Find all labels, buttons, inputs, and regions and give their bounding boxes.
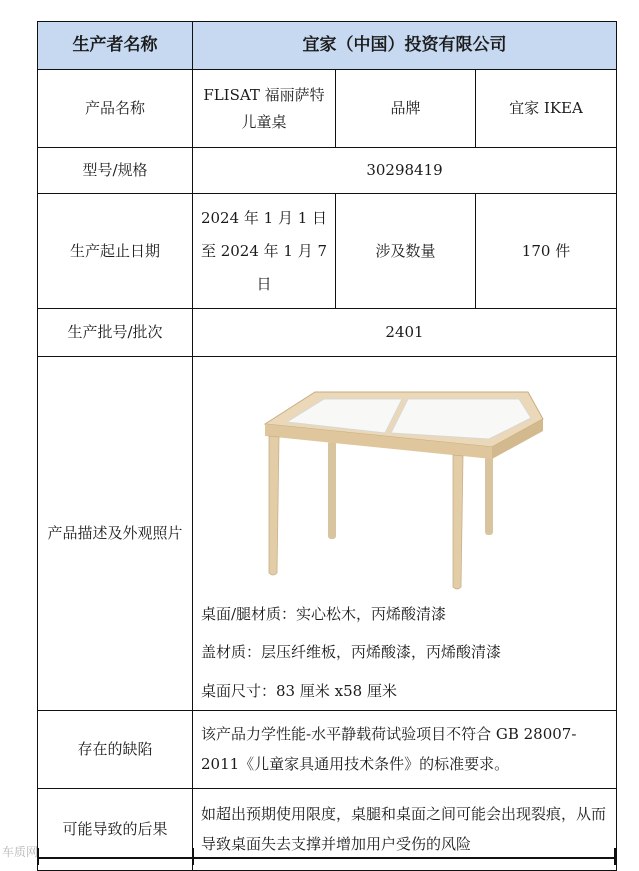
product-row [38, 70, 617, 148]
description-cell [193, 357, 617, 711]
model-row [38, 148, 617, 194]
size-line: 桌面尺寸：83 厘米 x58 厘米 [201, 681, 397, 700]
cover-material-line: 盖材质：层压纤维板，丙烯酸漆，丙烯酸清漆 [201, 643, 502, 662]
brand-value: 宜家 IKEA [476, 70, 617, 148]
next-row-cutoff [37, 848, 616, 865]
batch-label: 生产批号/批次 [38, 309, 193, 357]
production-dates-label: 生产起止日期 [38, 194, 193, 309]
quantity-value: 170 件 [476, 194, 617, 309]
description-label: 产品描述及外观照片 [38, 357, 193, 711]
batch-row [38, 309, 617, 357]
product-name-label: 产品名称 [38, 70, 193, 148]
defect-row [38, 710, 617, 788]
manufacturer-label: 生产者名称 [38, 22, 193, 70]
model-value: 30298419 [193, 148, 617, 194]
production-dates-value: 2024 年 1 月 1 日至 2024 年 1 月 7 日 [193, 194, 336, 309]
defect-label: 存在的缺陷 [38, 710, 193, 788]
model-label: 型号/规格 [38, 148, 193, 194]
watermark: 车质网 [2, 845, 39, 859]
manufacturer-row [38, 22, 617, 70]
consequence-value: 如超出预期使用限度，桌腿和桌面之间可能会出现裂痕，从而导致桌面失去支撑并增加用户受伤的风险 [193, 788, 617, 870]
defect-value: 该产品力学性能-水平静载荷试验项目不符合 GB 28007-2011《儿童家具通用技术条件》的标准要求。 [193, 710, 617, 788]
manufacturer-value: 宜家（中国）投资有限公司 [193, 22, 617, 70]
brand-label: 品牌 [336, 70, 476, 148]
row-divider [37, 857, 616, 859]
quantity-label: 涉及数量 [336, 194, 476, 309]
table-border-right [614, 848, 616, 865]
product-name-value: FLISAT 福丽萨特儿童桌 [193, 70, 336, 148]
description-row [38, 357, 617, 711]
consequence-label: 可能导致的后果 [38, 788, 193, 870]
batch-value: 2401 [193, 309, 617, 357]
recall-info-table [37, 21, 617, 871]
product-photo [255, 361, 555, 593]
table-leg-front-left [269, 436, 279, 575]
table-leg-front-right [453, 455, 463, 589]
table-border-mid [192, 848, 194, 865]
table-leg-back-left [328, 441, 336, 539]
dates-row [38, 194, 617, 309]
material-line: 桌面/腿材质：实心松木，丙烯酸清漆 [201, 605, 447, 623]
description-text [193, 593, 616, 710]
